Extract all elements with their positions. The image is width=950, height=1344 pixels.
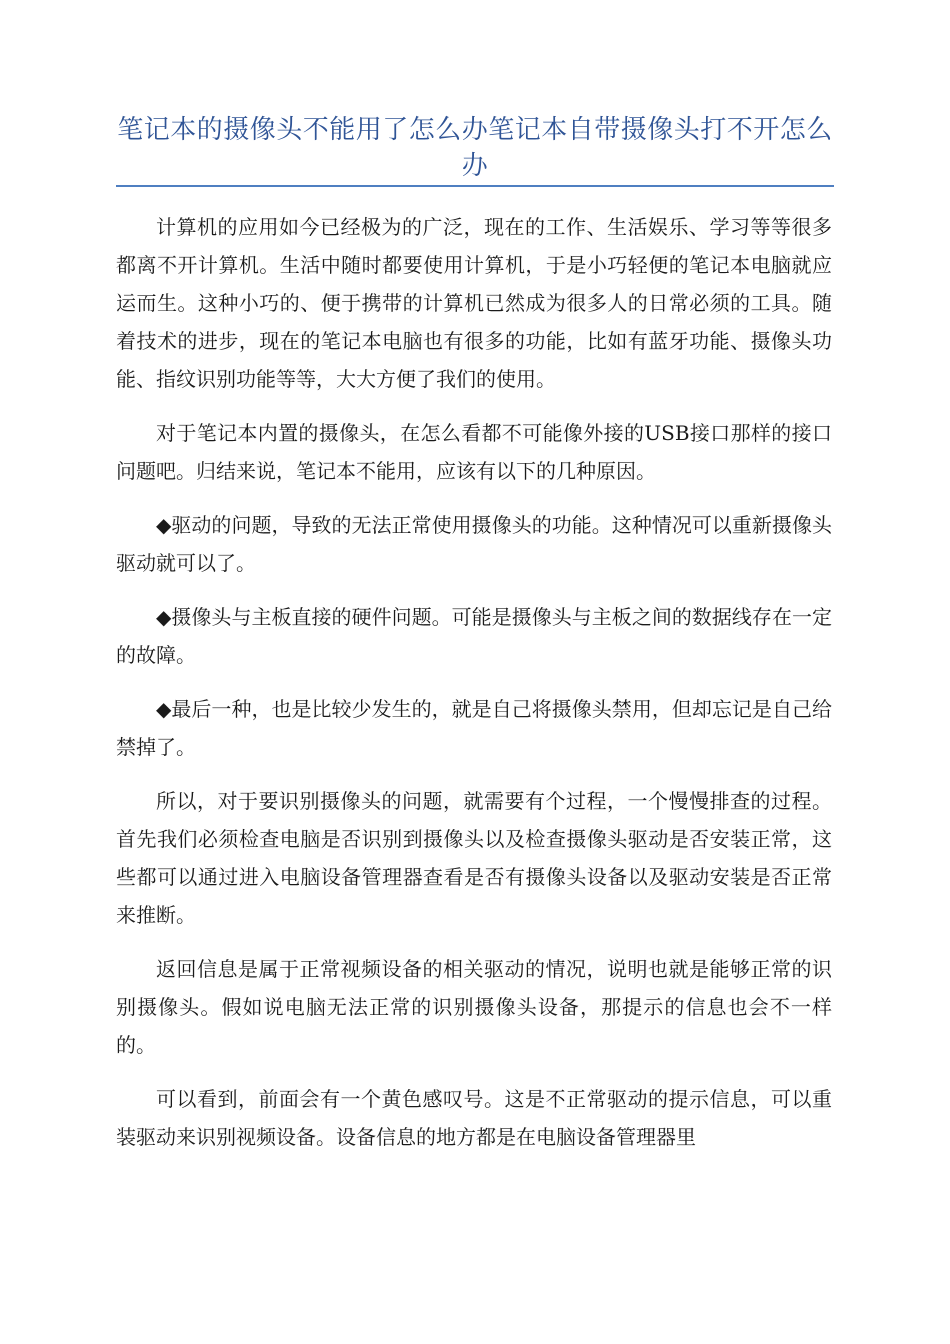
document-title: 笔记本的摄像头不能用了怎么办笔记本自带摄像头打不开怎么办 — [117, 115, 833, 181]
paragraph-cause-disabled: ◆最后一种，也是比较少发生的，就是自己将摄像头禁用，但却忘记是自己给禁掉了。 — [116, 697, 832, 759]
title-divider — [116, 185, 834, 187]
paragraph-warning-sign: 可以看到，前面会有一个黄色感叹号。这是不正常驱动的提示信息，可以重装驱动来识别视频设备。设备信息的地方都是在电脑设备管理器里 — [116, 1087, 832, 1149]
paragraph-device-info: 返回信息是属于正常视频设备的相关驱动的情况，说明也就是能够正常的识别摄像头。假如说电脑无法正常的识别摄像头设备，那提示的信息也会不一样的。 — [116, 957, 832, 1057]
paragraph-cause-driver: ◆驱动的问题，导致的无法正常使用摄像头的功能。这种情况可以重新摄像头驱动就可以了。 — [116, 513, 832, 575]
document-body — [116, 208, 832, 1172]
paragraph-intro: 计算机的应用如今已经极为的广泛，现在的工作、生活娱乐、学习等等很多都离不开计算机。生活中随时都要使用计算机，于是小巧轻便的笔记本电脑就应运而生。这种小巧的、便于携带的计算机已然成为很多人的日常必须的工具。随着技术的进步，现在的笔记本电脑也有很多的功能，比如有蓝牙功能、摄像头功能、指纹识别功能等等，大大方便了我们的使用。 — [116, 215, 832, 391]
paragraph-causes-intro: 对于笔记本内置的摄像头，在怎么看都不可能像外接的USB接口那样的接口问题吧。归结来说，笔记本不能用，应该有以下的几种原因。 — [116, 421, 832, 483]
paragraph-troubleshooting: 所以，对于要识别摄像头的问题，就需要有个过程，一个慢慢排查的过程。首先我们必须检查电脑是否识别到摄像头以及检查摄像头驱动是否安装正常，这些都可以通过进入电脑设备管理器查看是否有摄像头设备以及驱动安装是否正常来推断。 — [116, 789, 832, 927]
paragraph-cause-hardware: ◆摄像头与主板直接的硬件问题。可能是摄像头与主板之间的数据线存在一定的故障。 — [116, 605, 832, 667]
